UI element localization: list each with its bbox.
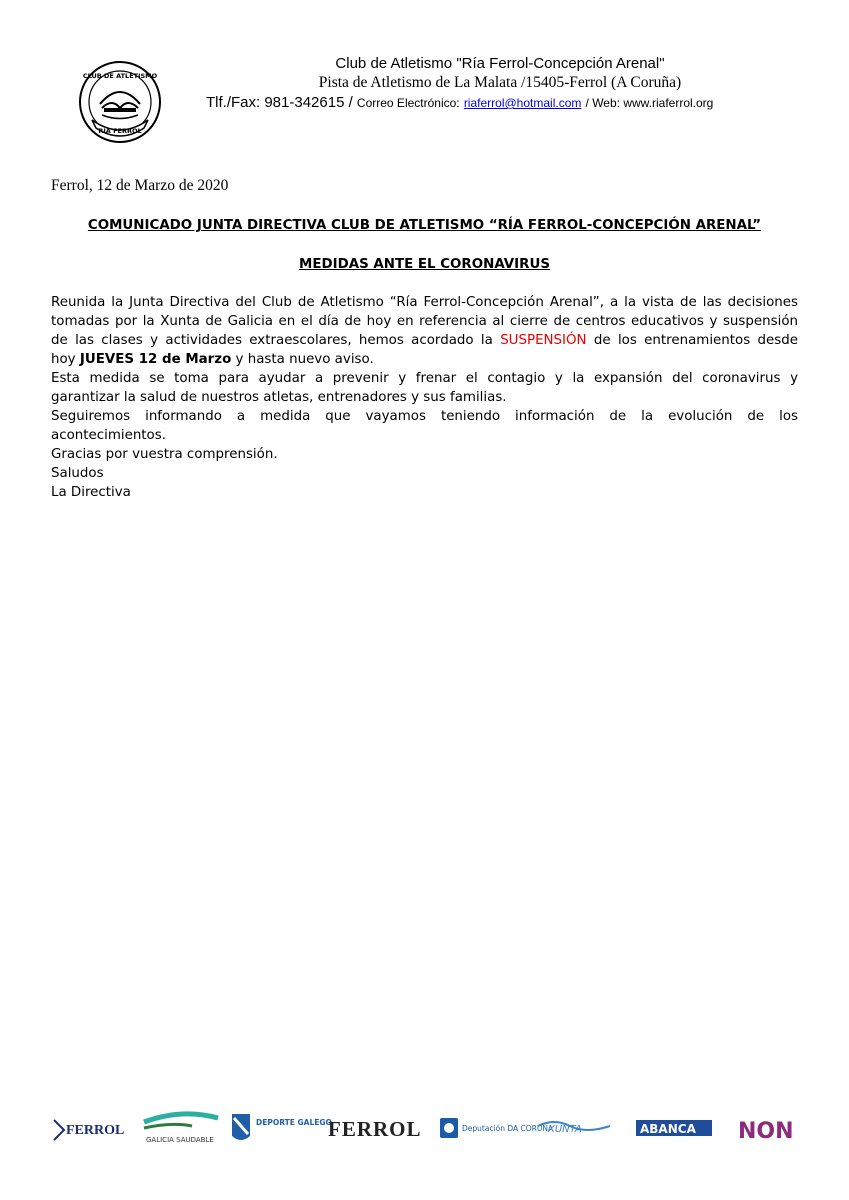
body-line: de las clases y actividades extraescolares, hemos acordado la SUSPENSIÓN de los entrenamientos desde [51,333,798,348]
club-logo [78,60,162,144]
contact-line [206,94,713,111]
sponsor-label: XUNTA [548,1124,582,1135]
sponsor-label: FERROL [328,1117,422,1141]
sponsor-logo-galicia-saudable [142,1108,222,1148]
document-subtitle: MEDIDAS ANTE EL CORONAVIRUS [299,257,550,272]
body-line: Esta medida se toma para ayudar a prevenir y frenar el contagio y la expansión del coronavirus y [51,371,798,386]
body-line: garantizar la salud de nuestros atletas, entrenadores y sus familias. [51,390,507,405]
sponsor-label: Deputación DA CORUÑA [462,1124,554,1133]
body-line: Reunida la Junta Directiva del Club de Atletismo “Ría Ferrol-Concepción Arenal”, a la vista de las decisiones [51,295,798,310]
sponsor-logo-concello-ferrol [326,1108,430,1148]
phone-label: Tlf./Fax: 981-342615 / [206,94,353,111]
email-link[interactable]: riaferrol@hotmail.com [463,96,582,110]
sponsor-label: ABANCA [640,1122,696,1136]
body-line: hoy JUEVES 12 de Marzo y hasta nuevo aviso. [51,352,374,367]
svg-text:CLUB DE ATLETISMO: CLUB DE ATLETISMO [82,72,158,80]
body-line: Seguiremos informando a medida que vayamos teniendo información de la evolución de los [51,409,798,424]
document-title: COMUNICADO JUNTA DIRECTIVA CLUB DE ATLETISMO “RÍA FERROL-CONCEPCIÓN ARENAL” [87,218,762,233]
web-label: / Web: www.riaferrol.org [585,96,714,110]
body-line: tomadas por la Xunta de Galicia en el día de hoy en referencia al cierre de centros educativos y suspensión [51,314,798,329]
thanks-line: Gracias por vuestra comprensión. [51,447,278,462]
date-highlight: JUEVES 12 de Marzo [79,352,232,367]
email-label: Correo Electrónico: [356,96,460,110]
sponsor-logo-ferrol-club [50,1108,132,1148]
club-name: Club de Atletismo "Ría Ferrol-Concepción Arenal" [335,55,665,72]
suspension-highlight: SUSPENSIÓN [500,333,587,348]
sponsor-logo-non [738,1108,820,1148]
sponsor-logo-deporte-galego [230,1108,332,1148]
sponsor-logo-xunta [534,1108,614,1148]
greeting-line: Saludos [51,466,104,481]
sponsor-label: FERROL [66,1123,125,1138]
svg-text:RIA FERROL: RIA FERROL [98,127,142,135]
sponsor-logo-deputacion [438,1108,554,1148]
sponsor-label: GALICIA SAUDABLE [146,1136,214,1144]
signature-line: La Directiva [51,485,131,500]
document-date: Ferrol, 12 de Marzo de 2020 [51,177,229,194]
sponsor-logo-abanca [634,1108,714,1148]
club-address: Pista de Atletismo de La Malata /15405-Ferrol (A Coruña) [318,74,682,91]
sponsor-label: NON [738,1119,794,1144]
sponsors-footer [50,1108,820,1150]
body-line: acontecimientos. [51,428,166,443]
sponsor-label: DEPORTE GALEGO [256,1118,332,1127]
